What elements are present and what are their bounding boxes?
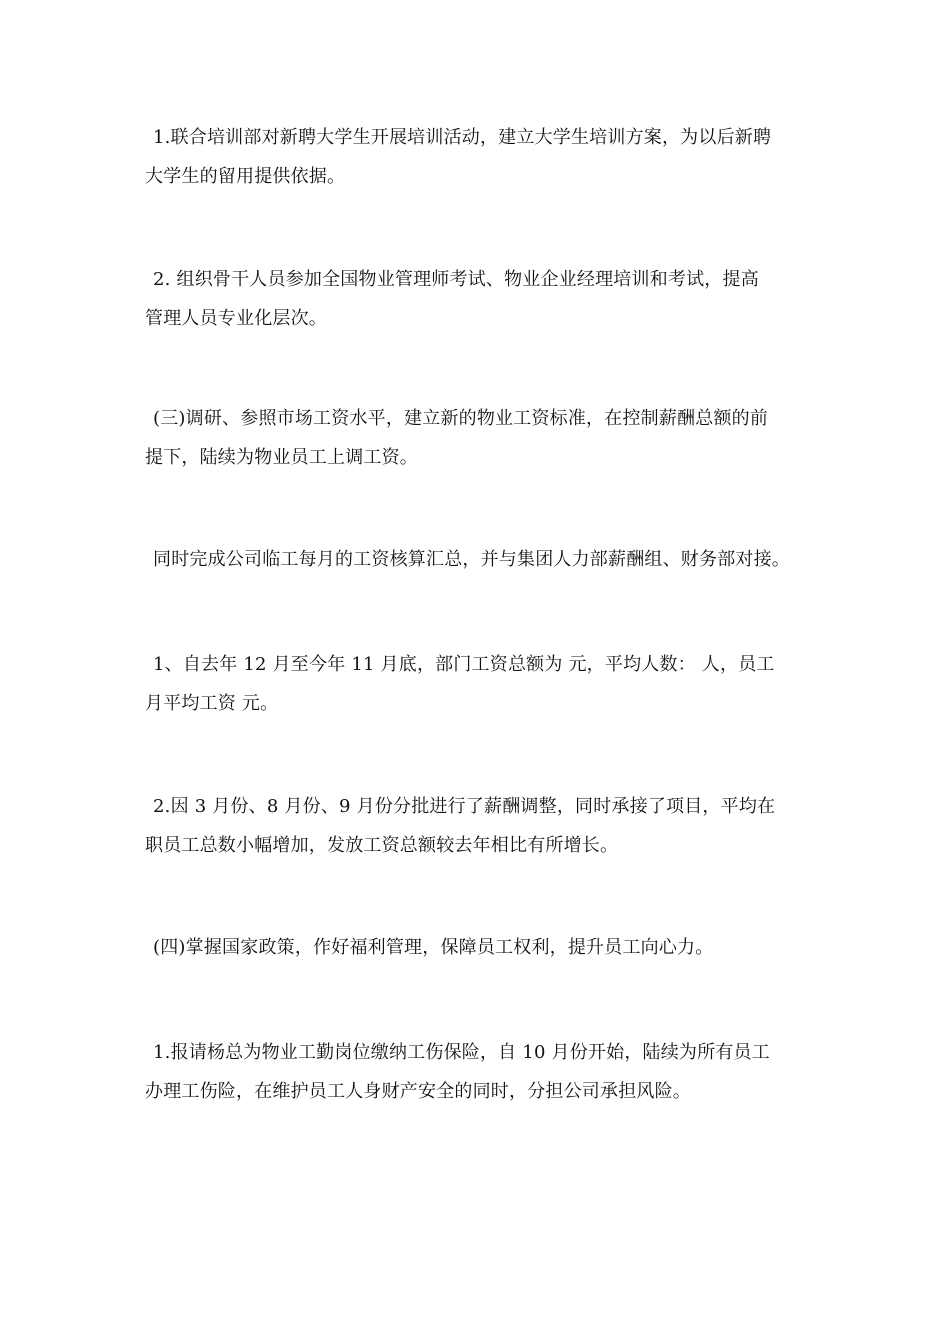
paragraph-line: 办理工伤险，在维护员工人身财产安全的同时，分担公司承担风险。	[145, 1081, 691, 1102]
paragraph-line: 2. 组织骨干人员参加全国物业管理师考试、物业企业经理培训和考试，提高	[153, 269, 759, 290]
paragraph-line: (三)调研、参照市场工资水平，建立新的物业工资标准，在控制薪酬总额的前	[153, 408, 769, 429]
paragraph-line: 提下，陆续为物业员工上调工资。	[145, 447, 418, 468]
paragraph-line: 大学生的留用提供依据。	[145, 166, 346, 187]
paragraph-line: 职员工总数小幅增加，发放工资总额较去年相比有所增长。	[145, 835, 619, 856]
paragraph-line: 1、自去年 12 月至今年 11 月底，部门工资总额为 元，平均人数： 人，员工	[153, 654, 775, 675]
paragraph-line: 1.报请杨总为物业工勤岗位缴纳工伤保险，自 10 月份开始，陆续为所有员工	[153, 1042, 770, 1063]
paragraph-line: 管理人员专业化层次。	[145, 308, 327, 329]
paragraph-5	[145, 645, 825, 723]
paragraph-4	[145, 540, 825, 579]
paragraph-line: 2.因 3 月份、8 月份、9 月份分批进行了薪酬调整，同时承接了项目，平均在	[153, 796, 776, 817]
paragraph-3	[145, 399, 825, 477]
paragraph-7	[145, 928, 825, 967]
paragraph-line: 同时完成公司临工每月的工资核算汇总，并与集团人力部薪酬组、财务部对接。	[153, 549, 790, 570]
paragraph-line: 1.联合培训部对新聘大学生开展培训活动，建立大学生培训方案，为以后新聘	[153, 127, 772, 148]
paragraph-8	[145, 1033, 825, 1111]
paragraph-1	[145, 118, 825, 196]
paragraph-6	[145, 787, 825, 865]
paragraph-2	[145, 260, 825, 338]
paragraph-line: (四)掌握国家政策，作好福利管理，保障员工权利，提升员工向心力。	[153, 937, 714, 958]
paragraph-line: 月平均工资 元。	[145, 693, 279, 714]
